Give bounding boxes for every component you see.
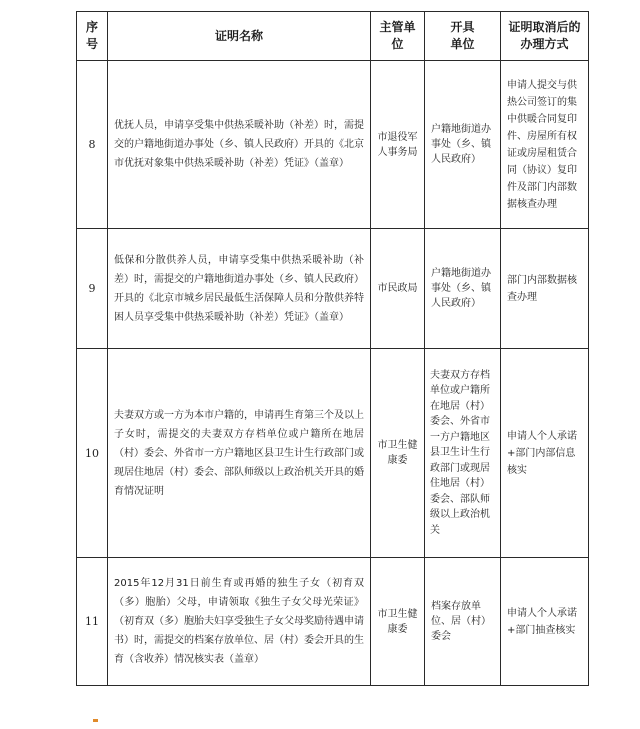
row-number: 9 (77, 229, 108, 349)
row-number: 11 (77, 558, 108, 686)
certificate-name: 低保和分散供养人员，申请享受集中供热采暖补助（补差）时，需提交的户籍地街道办事处（乡、镇人民政府）开具的《北京市城乡居民最低生活保障人员和分散供养特困人员享受集中供热采暖补助（补差）凭证》（盖章） (108, 229, 371, 349)
handling-method: 申请人个人承诺+部门内部信息核实 (501, 349, 589, 558)
table-row (77, 229, 589, 349)
header-certificate-name: 证明名称 (108, 12, 371, 61)
supervising-unit: 市卫生健康委 (371, 558, 425, 686)
supervising-unit: 市退役军人事务局 (371, 61, 425, 229)
header-handling-method: 证明取消后的办理方式 (501, 12, 589, 61)
header-supervising-unit: 主管单位 (371, 12, 425, 61)
handling-method: 部门内部数据核查办理 (501, 229, 589, 349)
certificate-name: 优抚人员，申请享受集中供热采暖补助（补差）时，需提交的户籍地街道办事处（乡、镇人民政府）开具的《北京市优抚对象集中供热采暖补助（补差）凭证》（盖章） (108, 61, 371, 229)
table-row (77, 61, 589, 229)
issuing-unit: 档案存放单位、居（村）委会 (425, 558, 501, 686)
certificate-name: 2015年12月31日前生育或再婚的独生子女（初育双（多）胞胎）父母，申请领取《独生子女父母光荣证》（初育双（多）胞胎夫妇享受独生子女父母奖励待遇申请书）时，需提交的档案存放单位、居（村）委会开具的生育（含收养）情况核实表（盖章） (108, 558, 371, 686)
row-number: 10 (77, 349, 108, 558)
issuing-unit: 户籍地街道办事处（乡、镇人民政府） (425, 61, 501, 229)
page-footer-mark (93, 719, 98, 722)
issuing-unit: 户籍地街道办事处（乡、镇人民政府） (425, 229, 501, 349)
certificate-name: 夫妻双方或一方为本市户籍的，申请再生育第三个及以上子女时，需提交的夫妻双方存档单位或户籍所在地居（村）委会、外省市一方户籍地区县卫生计生行政部门或现居住地居（村）委会、部队师级以上政治机关开具的婚育情况证明 (108, 349, 371, 558)
issuing-unit: 夫妻双方存档单位或户籍所在地居（村）委会、外省市一方户籍地区县卫生计生行政部门或现居住地居（村）委会、部队师级以上政治机关 (425, 349, 501, 558)
table-header-row (77, 12, 589, 61)
supervising-unit: 市卫生健康委 (371, 349, 425, 558)
table-row (77, 558, 589, 686)
certificate-table (76, 11, 589, 686)
table-row (77, 349, 589, 558)
row-number: 8 (77, 61, 108, 229)
supervising-unit: 市民政局 (371, 229, 425, 349)
handling-method: 申请人个人承诺+部门抽查核实 (501, 558, 589, 686)
handling-method: 申请人提交与供热公司签订的集中供暖合同复印件、房屋所有权证或房屋租赁合同（协议）复印件及部门内部数据核查办理 (501, 61, 589, 229)
header-serial-number: 序号 (77, 12, 108, 61)
header-issuing-unit: 开具单位 (425, 12, 501, 61)
